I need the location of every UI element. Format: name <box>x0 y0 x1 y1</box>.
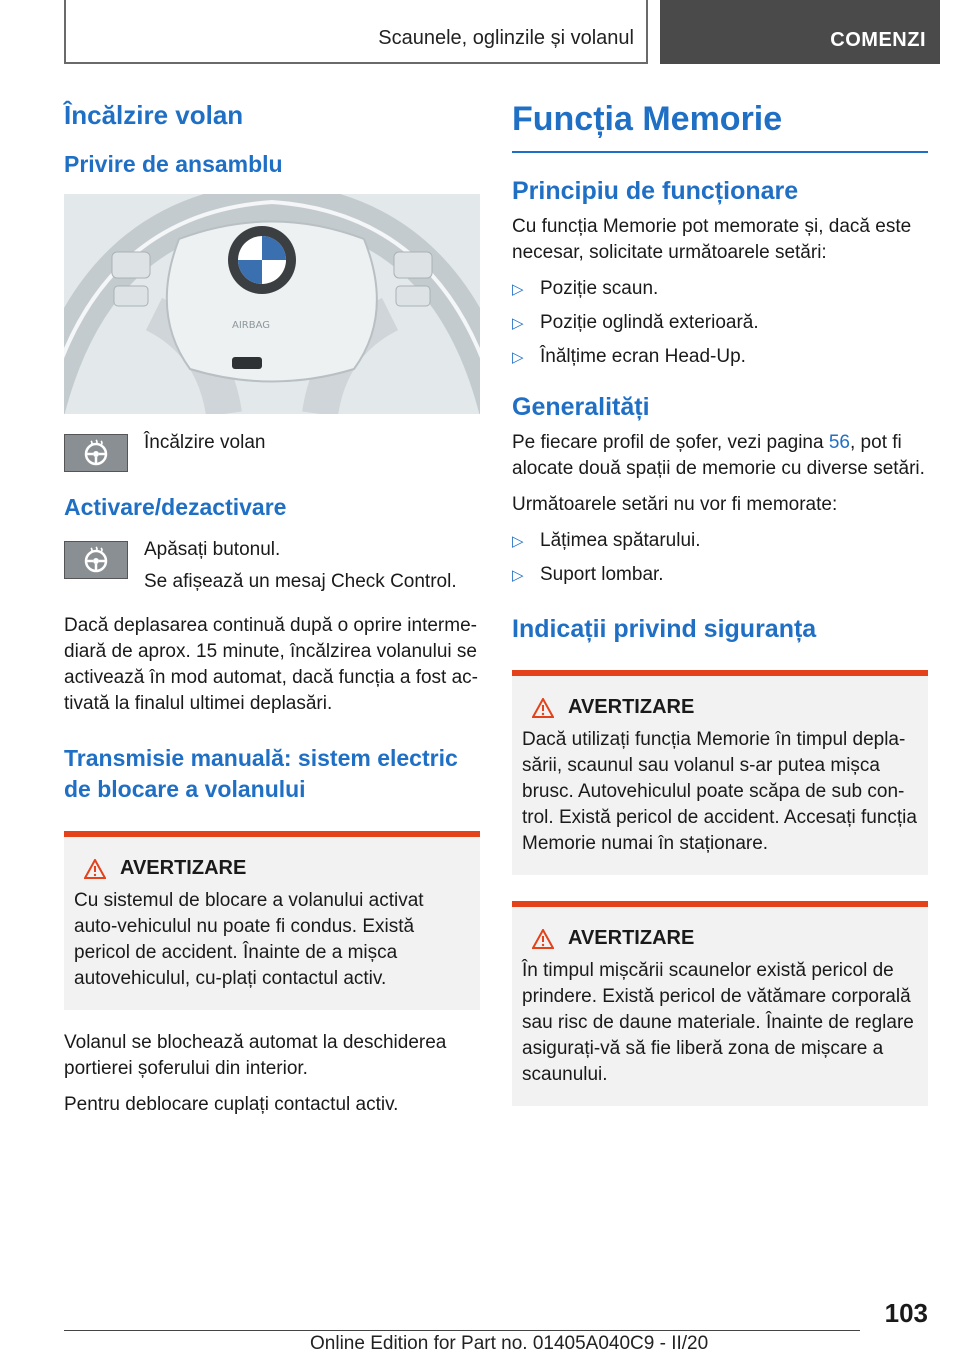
heating-title: Încălzire volan <box>64 100 244 130</box>
warning-text: În timpul mișcării scaunelor există pericol de prindere. Există pericol de vătămare corporală sau risc de daune materiale. Înainte de reglare asigurați-vă să fie liberă zona de mișcare a scaunului. <box>522 960 914 1085</box>
memory-warning-box-1 <box>512 670 928 875</box>
airbag-badge: AIRBAG <box>232 320 271 331</box>
not-saved-intro: Următoarele setări nu vor fi memorate: <box>512 494 838 515</box>
heating-button-caption: Încălzire volan <box>144 432 266 453</box>
activation-step-row <box>64 537 480 601</box>
principle-list <box>512 276 928 371</box>
lock-paragraph-2: Pentru deblocare cuplați contactul activ. <box>64 1094 399 1115</box>
chapter-tab[interactable] <box>660 0 940 64</box>
triangle-bullet-icon: ▷ <box>512 567 524 584</box>
lock-paragraph-1: Volanul se blochează automat la deschiderea portierei șoferului din interior. <box>64 1032 447 1079</box>
overview-title: Privire de ansamblu <box>64 151 283 177</box>
warning-text: Dacă utilizați funcția Memorie în timpul depla‐sării, scaunul sau volanul s-ar putea mișca brusc. Autovehiculul poate scăpa de sub con‐trol. Există pericol de accident. Accesați funcția Memorie numai în staționare. <box>522 729 917 854</box>
general-title: Generalități <box>512 393 650 421</box>
list-item: ▷ Poziție scaun. <box>512 276 928 303</box>
memory-title: Funcția Memorie <box>512 100 928 153</box>
triangle-bullet-icon: ▷ <box>512 315 524 332</box>
steering-heating-icon <box>81 438 111 468</box>
principle-title: Principiu de funcționare <box>512 177 799 205</box>
steering-heating-icon <box>81 545 111 575</box>
heating-button-row <box>64 430 480 472</box>
steering-heating-button[interactable] <box>64 434 128 472</box>
list-item: ▷ Înălțime ecran Head-Up. <box>512 344 928 371</box>
triangle-bullet-icon: ▷ <box>512 349 524 366</box>
steering-wheel-photo <box>64 194 480 414</box>
safety-title: Indicații privind siguranța <box>512 615 817 643</box>
footer-divider <box>64 1330 860 1331</box>
activation-paragraph: Dacă deplasarea continuă după o oprire interme‐diară de aprox. 15 minute, încălzirea volanului se activează în mod automat, dacă funcția a fost ac‐tivată la finalul ultimei deplasări. <box>64 615 479 714</box>
page-link[interactable]: 56 <box>828 432 850 453</box>
steering-wheel-illustration <box>64 194 480 414</box>
list-item: ▷ Suport lombar. <box>512 562 928 589</box>
warning-heading <box>84 857 470 880</box>
lock-title: Transmisie manuală: sistem electric de blocare a volanului <box>64 745 458 802</box>
warning-heading <box>532 696 918 719</box>
lock-warning-box <box>64 831 480 1010</box>
principle-intro: Cu funcția Memorie pot memorate și, dacă este necesar, solicitate următoarele setări: <box>512 216 912 263</box>
warning-triangle-icon <box>532 929 554 949</box>
left-column <box>64 100 480 1128</box>
general-paragraph: Pe fiecare profil de șofer, vezi pagina 56, pot fi alocate două spații de memorie cu diverse setări. <box>512 432 925 479</box>
memory-warning-box-2 <box>512 901 928 1106</box>
section-title: Scaunele, oglinzile și volanul <box>378 27 634 49</box>
triangle-bullet-icon: ▷ <box>512 281 524 298</box>
activation-step-2: Se afișează un mesaj Check Control. <box>144 571 457 592</box>
warning-text: Cu sistemul de blocare a volanului activat auto‐vehiculul nu poate fi condus. Există pericol de accident. Înainte de a mișca autovehiculul, cu‐plați contactul activ. <box>74 890 424 989</box>
edition-note: Online Edition for Part no. 01405A040C9 - II/20 <box>310 1333 709 1354</box>
warning-heading <box>532 927 918 950</box>
list-item: ▷ Lățimea spătarului. <box>512 528 928 555</box>
list-item: ▷ Poziție oglindă exterioară. <box>512 310 928 337</box>
warning-triangle-icon <box>532 698 554 718</box>
warning-label: AVERTIZARE <box>568 927 695 949</box>
not-saved-list <box>512 528 928 589</box>
page-number: 103 <box>884 1298 928 1328</box>
triangle-bullet-icon: ▷ <box>512 533 524 550</box>
activation-title: Activare/dezactivare <box>64 494 287 520</box>
chapter-label: COMENZI <box>830 29 926 51</box>
right-column <box>512 100 928 1126</box>
warning-triangle-icon <box>84 859 106 879</box>
warning-label: AVERTIZARE <box>120 857 247 879</box>
warning-label: AVERTIZARE <box>568 696 695 718</box>
activation-step-1: Apăsați butonul. <box>144 539 281 560</box>
steering-heating-button-2[interactable] <box>64 541 128 579</box>
running-header <box>64 0 648 64</box>
